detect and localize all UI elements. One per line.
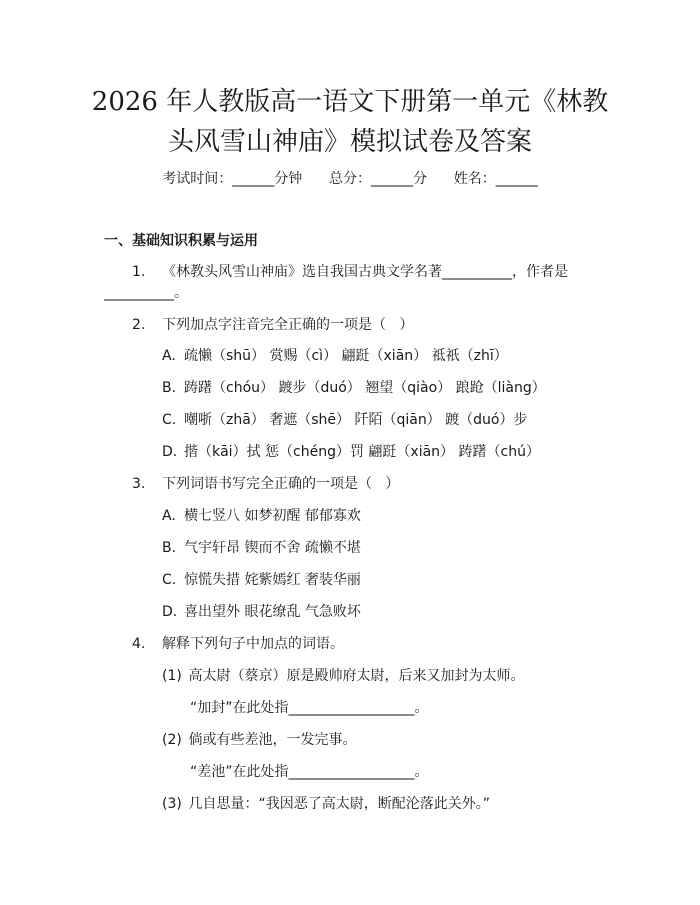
option-letter: A. <box>162 508 176 524</box>
sub-question-text: 倘或有些差池，一发完事。 <box>188 732 357 748</box>
option-text: 嘲哳（zhā） 奢遮（shē） 阡陌（qiān） 踱（duó）步 <box>184 412 528 428</box>
sub-question-3 <box>162 794 490 814</box>
option-c <box>162 570 361 590</box>
option-text: 横七竖八 如梦初醒 郁郁寡欢 <box>184 508 361 524</box>
option-text: 惊慌失措 姹紫嫣红 奢装华丽 <box>184 572 361 588</box>
option-b <box>162 378 546 398</box>
option-a <box>162 346 508 366</box>
section-heading: 一、基础知识积累与运用 <box>104 233 258 249</box>
option-text: 踌躇（chóu） 踱步（duó） 翘望（qiào） 踉跄（liàng） <box>184 380 546 396</box>
option-text: 揩（kāi）拭 惩（chéng）罚 翩跹（xiān） 踌躇（chú） <box>184 444 540 460</box>
sub-question-1 <box>162 666 524 686</box>
sub-question-1-answer: “加封”在此处指__________________。 <box>190 700 429 716</box>
option-letter: D. <box>162 604 178 620</box>
question-text: 下列词语书写完全正确的一项是（ ） <box>162 476 400 492</box>
option-letter: A. <box>162 348 176 364</box>
question-3 <box>132 474 399 494</box>
option-a <box>162 506 361 526</box>
question-number: 1. <box>132 264 146 280</box>
option-letter: C. <box>162 412 177 428</box>
option-c <box>162 410 527 430</box>
option-letter: B. <box>162 380 177 396</box>
question-text: 《林教头风雪山神庙》选自我国古典文学名著__________，作者是 <box>162 264 568 280</box>
option-text: 疏懒（shū） 赏赐（cì） 翩跹（xiān） 祗祇（zhī） <box>184 348 508 364</box>
exam-meta-line: 考试时间：______分钟 总分：______分 姓名：______ <box>162 171 538 187</box>
sub-question-label: (1) <box>162 668 182 684</box>
option-b <box>162 538 361 558</box>
question-number: 3. <box>132 476 146 492</box>
title-line-2: 头风雪山神庙》模拟试卷及答案 <box>167 127 532 157</box>
option-letter: D. <box>162 444 178 460</box>
question-4 <box>132 634 344 654</box>
question-text: 下列加点字注音完全正确的一项是（ ） <box>162 317 414 333</box>
sub-question-text: 几自思量：“我因恶了高太尉，断配沦落此关外。” <box>188 796 490 812</box>
sub-question-label: (3) <box>162 796 182 812</box>
sub-question-text: 高太尉（蔡京）原是殿帅府太尉，后来又加封为太师。 <box>188 668 525 684</box>
sub-question-2 <box>162 730 356 750</box>
option-text: 喜出望外 眼花缭乱 气急败坏 <box>184 604 361 620</box>
option-letter: C. <box>162 572 177 588</box>
sub-question-label: (2) <box>162 732 182 748</box>
option-d <box>162 602 361 622</box>
question-1-continuation: __________。 <box>104 285 188 301</box>
question-number: 4. <box>132 636 146 652</box>
question-number: 2. <box>132 317 146 333</box>
question-2 <box>132 315 413 335</box>
question-text: 解释下列句子中加点的词语。 <box>162 636 344 652</box>
question-1 <box>132 262 568 282</box>
option-text: 气宇轩昂 锲而不舍 疏懒不堪 <box>184 540 361 556</box>
sub-question-2-answer: “差池”在此处指__________________。 <box>190 764 429 780</box>
document-title <box>60 82 640 162</box>
title-line-1: 2026 年人教版高一语文下册第一单元《林教 <box>91 87 609 117</box>
option-d <box>162 442 540 462</box>
option-letter: B. <box>162 540 177 556</box>
